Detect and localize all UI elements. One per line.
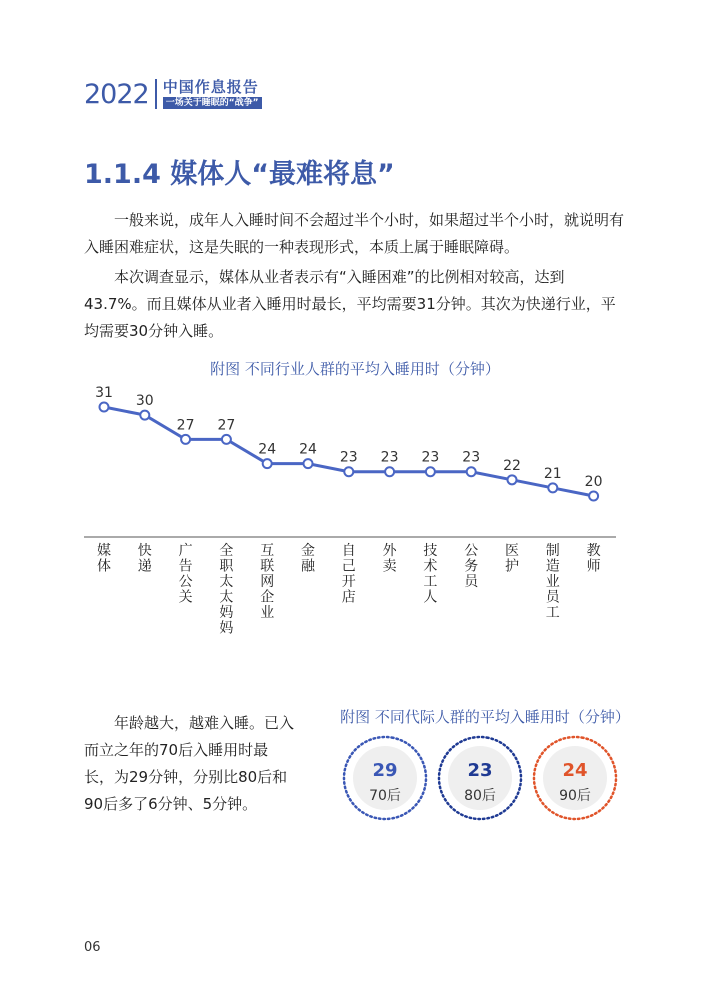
svg-text:人: 人 — [423, 589, 438, 606]
x-tick-label — [260, 543, 274, 621]
svg-text:医: 医 — [505, 543, 519, 559]
data-point — [426, 467, 435, 476]
data-point — [304, 459, 313, 468]
svg-text:妈: 妈 — [219, 605, 234, 621]
data-label: 24 — [299, 441, 317, 458]
industry-line-chart — [0, 380, 710, 650]
data-label: 27 — [217, 417, 236, 434]
svg-text:职: 职 — [219, 558, 234, 575]
generation-label: 80后 — [464, 788, 496, 804]
data-point — [385, 467, 394, 476]
data-label: 23 — [380, 449, 399, 466]
svg-text:互: 互 — [260, 543, 275, 559]
header-divider — [155, 79, 157, 109]
paragraph-survey: 本次调查显示，媒体从业者表示有“入睡困难”的比例相对较高，达到43.7%。而且媒体从业者入睡用时最长，平均需要31分钟。其次为快递行业，平均需要30分钟入睡。 — [84, 268, 616, 340]
data-label: 31 — [95, 385, 113, 401]
svg-text:企: 企 — [260, 589, 275, 606]
header-text — [163, 79, 262, 109]
svg-text:广: 广 — [178, 543, 193, 559]
svg-text:业: 业 — [260, 605, 275, 621]
svg-text:媒: 媒 — [97, 543, 111, 559]
generation-label: 90后 — [559, 788, 591, 804]
x-tick-label — [505, 543, 519, 575]
data-label: 23 — [421, 449, 440, 466]
data-label: 22 — [503, 457, 521, 474]
x-tick-label — [301, 543, 316, 575]
header-tagline: 一场关于睡眠的“战争” — [163, 97, 262, 109]
svg-text:融: 融 — [301, 558, 315, 575]
svg-text:开: 开 — [341, 574, 356, 590]
svg-text:师: 师 — [586, 558, 601, 575]
generation-value: 29 — [372, 760, 398, 781]
svg-text:工: 工 — [423, 574, 438, 590]
svg-text:护: 护 — [505, 558, 519, 575]
svg-text:妈: 妈 — [219, 620, 234, 637]
page-number: 06 — [84, 940, 101, 955]
data-point — [100, 403, 109, 412]
svg-text:太: 太 — [219, 574, 234, 590]
x-tick-label — [423, 542, 437, 606]
svg-text:业: 业 — [545, 574, 560, 590]
header-year: 2022 — [84, 78, 149, 110]
svg-text:务: 务 — [464, 558, 479, 575]
generation-item — [433, 731, 528, 826]
svg-text:术: 术 — [423, 558, 438, 575]
data-point — [140, 411, 149, 420]
data-label: 23 — [339, 449, 358, 466]
x-tick-label — [97, 542, 111, 575]
x-tick-label — [383, 543, 398, 575]
data-point — [467, 467, 476, 476]
report-header — [84, 76, 262, 112]
x-tick-label — [219, 543, 234, 637]
generation-label: 70后 — [369, 788, 401, 804]
svg-text:自: 自 — [341, 543, 356, 559]
x-tick-label — [138, 542, 152, 575]
svg-text:网: 网 — [260, 574, 275, 590]
x-tick-label — [179, 543, 193, 606]
svg-text:制: 制 — [545, 543, 560, 559]
svg-text:己: 己 — [341, 558, 356, 575]
paragraph-generation: 年龄越大，越难入睡。已入而立之年的70后入睡用时最长，为29分钟，分别比80后和90后多了6分钟、5分钟。 — [84, 714, 295, 813]
data-label: 27 — [176, 417, 195, 434]
generation-chart-title: 附图 不同代际人群的平均入睡用时（分钟） — [340, 708, 630, 726]
x-tick-label — [464, 543, 479, 590]
svg-text:全: 全 — [219, 543, 234, 559]
svg-text:造: 造 — [545, 558, 560, 575]
data-point — [263, 459, 272, 468]
x-tick-label — [342, 543, 356, 606]
data-label: 21 — [543, 465, 562, 482]
svg-text:联: 联 — [260, 558, 275, 575]
generation-item — [528, 731, 623, 826]
data-point — [589, 492, 598, 501]
data-point — [222, 435, 231, 444]
generation-value: 24 — [562, 760, 588, 781]
svg-text:递: 递 — [137, 558, 152, 575]
svg-text:金: 金 — [301, 543, 315, 559]
svg-text:体: 体 — [97, 558, 111, 575]
svg-text:外: 外 — [382, 543, 397, 559]
paragraph-intro: 一般来说，成年人入睡时间不会超过半个小时，如果超过半个小时，就说明有入睡困难症状，这是失眠的一种表现形式，本质上属于睡眠障碍。 — [84, 211, 625, 256]
x-tick-label — [587, 542, 601, 575]
data-point — [181, 435, 190, 444]
x-tick-label — [546, 543, 561, 621]
svg-text:技: 技 — [423, 543, 438, 559]
data-point — [548, 483, 557, 492]
svg-text:工: 工 — [545, 605, 560, 621]
svg-text:告: 告 — [178, 558, 193, 575]
header-brand: 中国作息报告 — [162, 78, 259, 96]
svg-text:卖: 卖 — [382, 558, 397, 575]
data-label: 20 — [584, 474, 603, 490]
svg-text:快: 快 — [137, 543, 152, 559]
industry-chart-title: 附图 不同行业人群的平均入睡用时（分钟） — [210, 360, 500, 378]
svg-text:员: 员 — [464, 574, 479, 590]
data-label: 30 — [135, 393, 154, 410]
data-label: 24 — [258, 441, 277, 458]
data-label: 23 — [462, 449, 481, 466]
svg-text:员: 员 — [545, 589, 560, 606]
svg-text:店: 店 — [341, 589, 356, 606]
generation-circle-chart — [335, 728, 635, 838]
svg-text:关: 关 — [178, 589, 193, 606]
svg-text:教: 教 — [586, 543, 601, 559]
svg-text:公: 公 — [178, 574, 193, 590]
data-point — [344, 467, 353, 476]
data-point — [508, 475, 517, 484]
generation-value: 23 — [467, 760, 493, 781]
section-title: 1.1.4 媒体人“最难将息” — [84, 159, 395, 190]
svg-text:太: 太 — [219, 589, 234, 606]
generation-item — [338, 731, 433, 826]
svg-text:公: 公 — [464, 543, 479, 559]
